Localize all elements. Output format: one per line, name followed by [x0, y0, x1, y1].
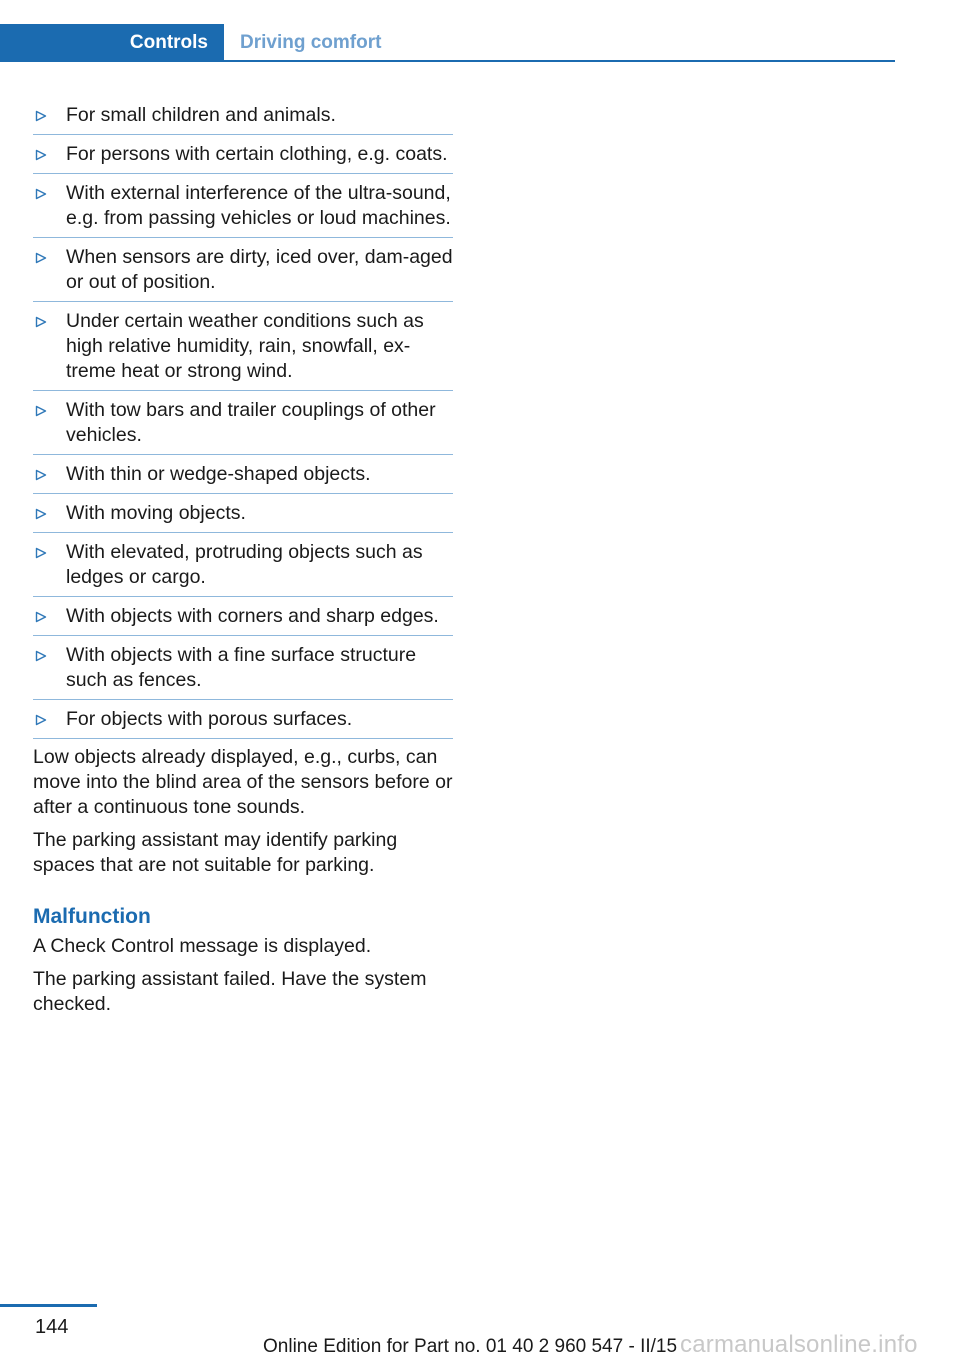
triangle-bullet-icon	[35, 142, 49, 167]
list-item	[33, 456, 453, 494]
list-item	[33, 637, 453, 700]
body-paragraph: Low objects already displayed, e.g., curbs, can move into the blind area of the sensors before or after a continuous tone sounds.	[33, 746, 453, 818]
list-item	[33, 239, 453, 302]
triangle-bullet-icon	[35, 462, 49, 487]
section-heading-malfunction: Malfunction	[33, 905, 151, 928]
footer-divider	[0, 1304, 97, 1307]
triangle-bullet-icon	[35, 540, 49, 565]
list-item-text: For objects with porous surfaces.	[66, 708, 353, 730]
list-item	[33, 103, 453, 135]
list-item-text: With moving objects.	[66, 502, 246, 524]
list-item	[33, 495, 453, 533]
page-number: 144	[35, 1316, 69, 1338]
list-item-text: With objects with corners and sharp edges.	[66, 605, 439, 627]
triangle-bullet-icon	[35, 643, 49, 668]
watermark: carmanualsonline.info	[680, 1331, 918, 1358]
list-item-text: For persons with certain clothing, e.g. coats.	[66, 143, 448, 165]
triangle-bullet-icon	[35, 501, 49, 526]
triangle-bullet-icon	[35, 604, 49, 629]
list-item-text: With elevated, protruding objects such as ledges or cargo.	[66, 541, 423, 588]
list-item	[33, 175, 453, 238]
list-item-text: With thin or wedge-shaped objects.	[66, 463, 371, 485]
triangle-bullet-icon	[35, 309, 49, 334]
list-item-text: When sensors are dirty, iced over, dam-aged or out of position.	[66, 246, 453, 293]
list-item	[33, 303, 453, 391]
body-paragraph: The parking assistant may identify parking spaces that are not suitable for parking.	[33, 829, 398, 876]
page-header	[0, 0, 960, 64]
list-item	[33, 534, 453, 597]
header-divider	[0, 60, 895, 62]
chapter-tab-controls[interactable]: Controls	[0, 24, 224, 62]
list-item	[33, 598, 453, 636]
list-item-text: With tow bars and trailer couplings of other vehicles.	[66, 399, 436, 446]
section-tab-driving-comfort[interactable]: Driving comfort	[240, 32, 382, 53]
edition-note: Online Edition for Part no. 01 40 2 960 547 - II/15	[263, 1336, 678, 1357]
malfunction-paragraph: The parking assistant failed. Have the system checked.	[33, 968, 427, 1015]
list-item-text: With external interference of the ultra-sound, e.g. from passing vehicles or loud machines.	[66, 182, 451, 229]
list-item	[33, 136, 453, 174]
list-item-text: For small children and animals.	[66, 104, 336, 126]
triangle-bullet-icon	[35, 707, 49, 732]
list-item	[33, 701, 453, 739]
list-item-text: Under certain weather conditions such as high relative humidity, rain, snowfall, ex-treme heat or strong wind.	[66, 310, 424, 382]
triangle-bullet-icon	[35, 103, 49, 128]
malfunction-paragraph: A Check Control message is displayed.	[33, 935, 372, 957]
triangle-bullet-icon	[35, 398, 49, 423]
list-item	[33, 392, 453, 455]
limitations-list	[33, 103, 453, 739]
list-item-text: With objects with a fine surface structure such as fences.	[66, 644, 417, 691]
triangle-bullet-icon	[35, 181, 49, 206]
triangle-bullet-icon	[35, 245, 49, 270]
main-content	[33, 103, 453, 1017]
